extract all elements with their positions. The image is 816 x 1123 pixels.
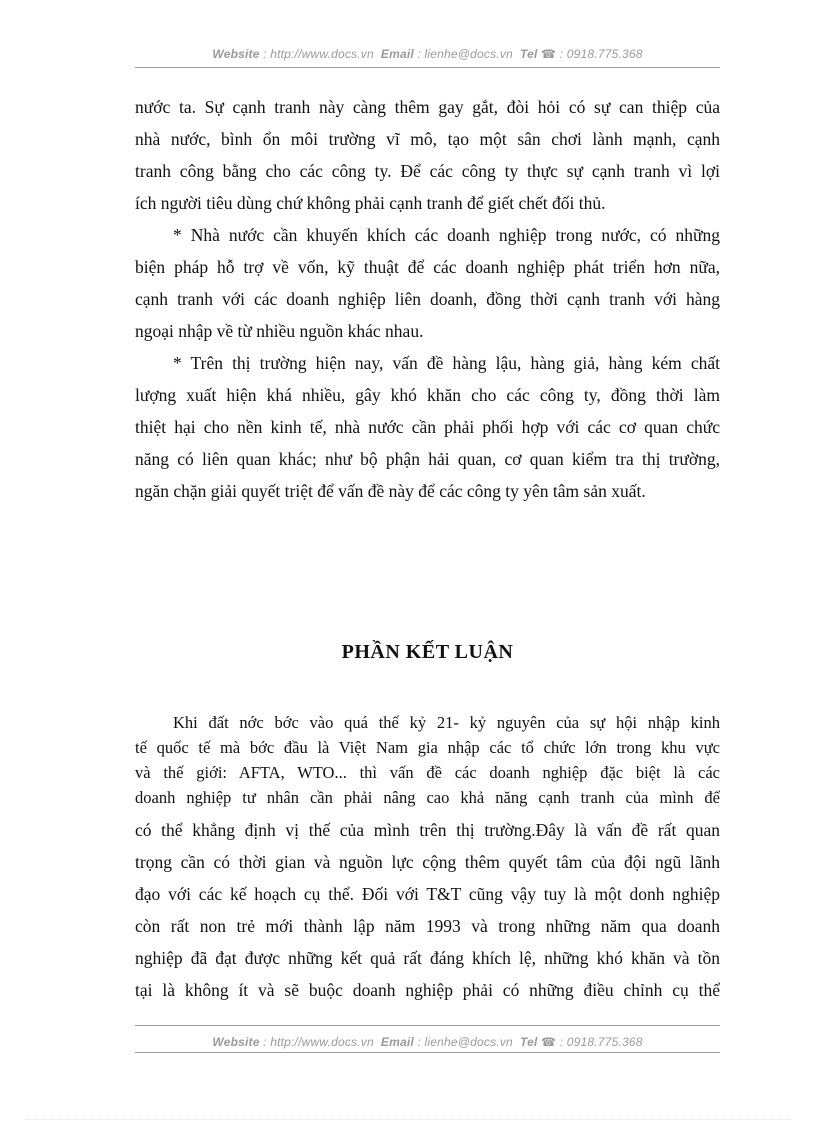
text-line: tế quốc tế mà bớc đầu là Việt Nam gia nhập các tổ chức lớn trong khu vực (135, 738, 720, 757)
tel-number: : 0918.775.368 (559, 47, 643, 61)
website-label: Website (212, 1035, 260, 1049)
text-line: biện pháp hỗ trợ về vốn, kỹ thuật để các doanh nghiệp phát triển hơn nữa, (135, 257, 720, 277)
website-label: Website (212, 47, 260, 61)
bullet-paragraph-line: * Trên thị trường hiện nay, vấn đề hàng lậu, hàng giả, hàng kém chất (173, 353, 720, 373)
text-line: trọng cần có thời gian và nguồn lực cộng thêm quyết tâm của đội ngũ lãnh (135, 852, 720, 872)
footer-underline (135, 1052, 720, 1053)
text-line: lượng xuất hiện khá nhiều, gây khó khăn cho các công ty, đồng thời làm (135, 385, 720, 405)
page-footer (135, 1035, 720, 1049)
email-address[interactable]: : lienhe@docs.vn (413, 47, 513, 61)
email-address[interactable]: : lienhe@docs.vn (413, 1035, 513, 1049)
text-line: nhà nước, bình ổn môi trường vĩ mô, tạo một sân chơi lành mạnh, cạnh (135, 129, 720, 149)
text-line: thiệt hại cho nền kinh tế, nhà nước cần phải phối hợp với các cơ quan chức (135, 417, 720, 437)
text-line: năng có liên quan khác; như bộ phận hải quan, cơ quan kiểm tra thị trường, (135, 449, 720, 469)
page-header (135, 47, 720, 61)
section-heading: PHẦN KẾT LUẬN (341, 641, 514, 663)
text-line: Khi đất nớc bớc vào quá thế kỷ 21- kỷ nguyên của sự hội nhập kinh (173, 713, 720, 732)
phone-icon: ☎ (541, 1035, 557, 1049)
text-line: còn rất non trẻ mới thành lập năm 1993 và trong những năm qua doanh (135, 916, 720, 936)
page-bottom-edge (25, 1119, 791, 1120)
text-line: ngăn chặn giải quyết triệt để vấn đề này để các công ty yên tâm sản xuất. (135, 481, 646, 501)
header-rule (135, 67, 720, 68)
text-line: tại là không ít và sẽ buộc doanh nghiệp phải có những điều chỉnh cụ thể (135, 980, 720, 1000)
text-line: và thế giới: AFTA, WTO... thì vấn đề các doanh nghiệp đặc biệt là các (135, 763, 720, 782)
phone-icon: ☎ (541, 47, 557, 61)
text-line: doanh nghiệp tư nhân cần phải nâng cao khả năng cạnh tranh của mình để (135, 788, 720, 807)
text-line: ngoại nhập về từ nhiều nguồn khác nhau. (135, 321, 424, 341)
conclusion-paragraph (135, 710, 720, 810)
bullet-paragraph-line: * Nhà nước cần khuyến khích các doanh nghiệp trong nước, có những (173, 225, 720, 245)
conclusion-paragraph-continued (135, 814, 720, 1006)
text-line: nghiệp đã đạt được những kết quả rất đáng khích lệ, những khó khăn và tồn (135, 948, 720, 968)
footer-rule (135, 1025, 720, 1026)
website-url[interactable]: : http://www.docs.vn (259, 47, 374, 61)
email-label: Email (380, 1035, 414, 1049)
tel-label: Tel (519, 1035, 538, 1049)
text-line: có thể khẳng định vị thế của mình trên thị trường.Đây là vấn đề rất quan (135, 820, 720, 840)
email-label: Email (380, 47, 414, 61)
tel-number: : 0918.775.368 (559, 1035, 643, 1049)
body-section (135, 91, 720, 507)
text-line: đạo với các kế hoạch cụ thể. Đối với T&T cũng vậy tuy là một donh nghiệp (135, 884, 720, 904)
text-line: tranh công bằng cho các công ty. Để các công ty thực sự cạnh tranh vì lợi (135, 161, 720, 181)
text-line: ích người tiêu dùng chứ không phải cạnh tranh để giết chết đối thủ. (135, 193, 606, 213)
tel-label: Tel (519, 47, 538, 61)
website-url[interactable]: : http://www.docs.vn (259, 1035, 374, 1049)
text-line: cạnh tranh với các doanh nghiệp liên doanh, đồng thời cạnh tranh với hàng (135, 289, 720, 309)
text-line: nước ta. Sự cạnh tranh này càng thêm gay gắt, đòi hỏi có sự can thiệp của (135, 97, 720, 117)
